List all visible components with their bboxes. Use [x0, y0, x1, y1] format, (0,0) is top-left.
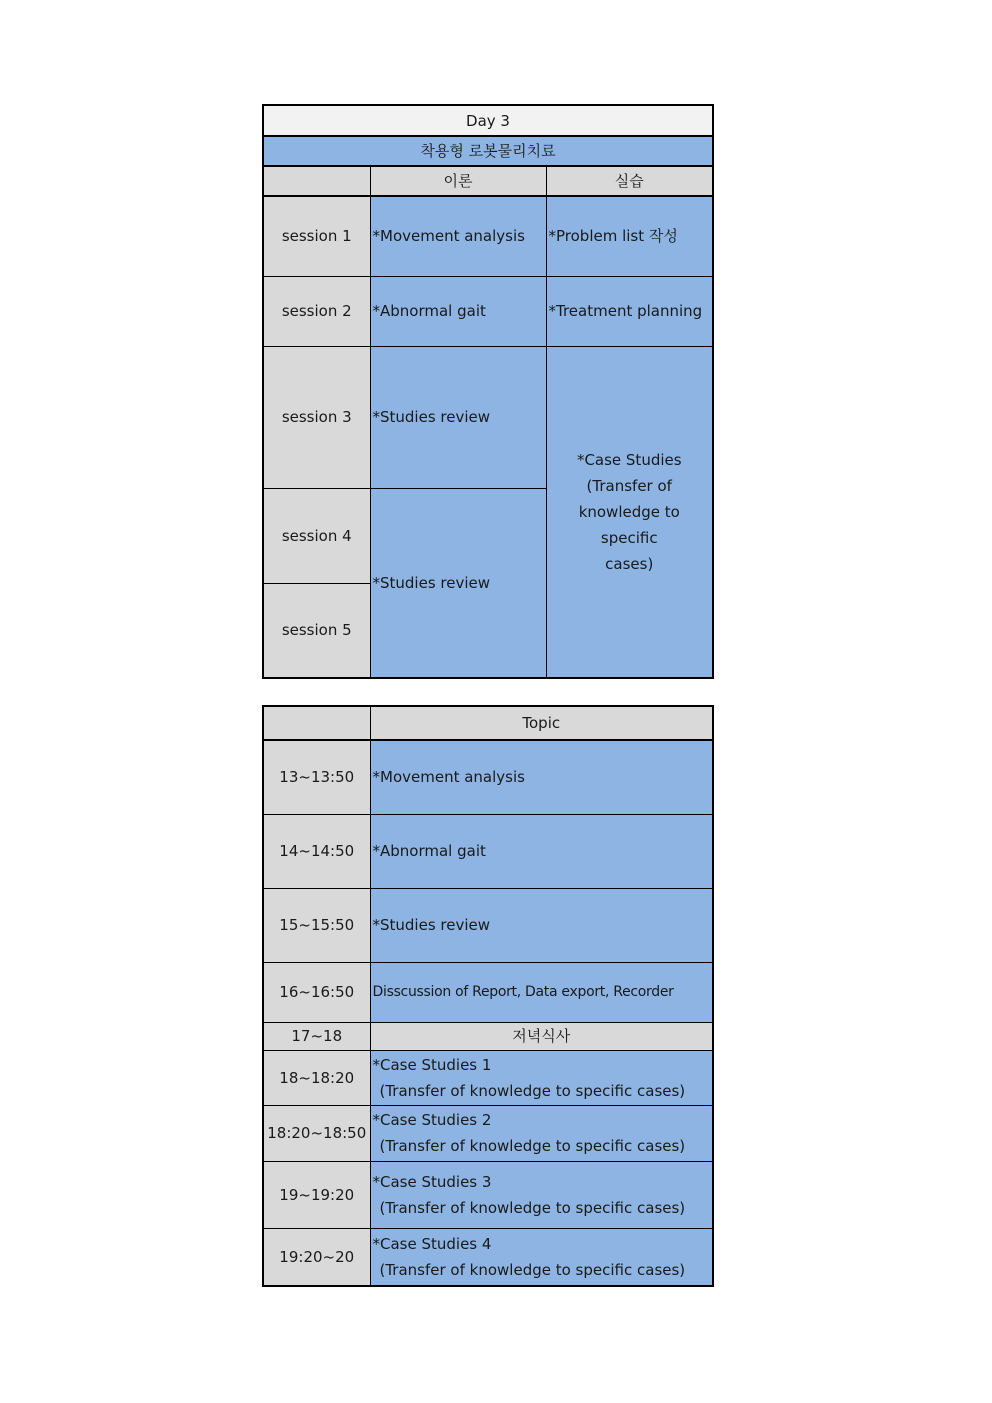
- case-title: *Case Studies 1: [372, 1055, 492, 1074]
- topic-cell: *Abnormal gait: [370, 814, 713, 888]
- header-practice: 실습: [546, 166, 713, 196]
- time-cell: 17~18: [263, 1022, 370, 1050]
- case-title: *Case Studies 4: [372, 1234, 492, 1253]
- time-cell: 13~13:50: [263, 740, 370, 814]
- topic-cell: *Studies review: [370, 888, 713, 962]
- time-cell: 18~18:20: [263, 1050, 370, 1105]
- header-theory: 이론: [370, 166, 546, 196]
- topic-cell: [370, 1050, 713, 1105]
- topic-cell: [370, 1161, 713, 1228]
- case-studies-line: *Case Studies: [576, 450, 682, 469]
- case-studies-line: cases): [605, 554, 654, 573]
- timetable: [262, 705, 714, 1287]
- topic-cell: Disscussion of Report, Data export, Recorder: [370, 962, 713, 1022]
- day3-schedule-table: [262, 104, 714, 679]
- theory-cell: *Studies review: [370, 488, 546, 678]
- session-label: session 4: [263, 488, 370, 583]
- time-cell: 14~14:50: [263, 814, 370, 888]
- case-studies-line: knowledge to specific: [578, 502, 680, 547]
- time-cell: 18:20~18:50: [263, 1105, 370, 1161]
- day-title: Day 3: [263, 105, 713, 136]
- case-title: *Case Studies 2: [372, 1111, 492, 1129]
- session-label: session 1: [263, 196, 370, 276]
- theory-cell: *Studies review: [370, 346, 546, 488]
- header-empty-cell: [263, 166, 370, 196]
- practice-cell: *Treatment planning: [546, 276, 713, 346]
- time-cell: 16~16:50: [263, 962, 370, 1022]
- case-subtitle: (Transfer of knowledge to specific cases): [379, 1137, 686, 1155]
- topic-cell: *Movement analysis: [370, 740, 713, 814]
- topic-cell: [370, 1105, 713, 1161]
- time-cell: 15~15:50: [263, 888, 370, 962]
- time-cell: 19~19:20: [263, 1161, 370, 1228]
- topic-header: Topic: [370, 706, 713, 740]
- session-label: session 5: [263, 583, 370, 678]
- theory-cell: *Movement analysis: [370, 196, 546, 276]
- time-header-empty: [263, 706, 370, 740]
- session-label: session 2: [263, 276, 370, 346]
- session-label: session 3: [263, 346, 370, 488]
- practice-cell: *Problem list 작성: [546, 196, 713, 276]
- theory-cell: *Abnormal gait: [370, 276, 546, 346]
- topic-cell: [370, 1228, 713, 1286]
- time-cell: 19:20~20: [263, 1228, 370, 1286]
- case-subtitle: (Transfer of knowledge to specific cases): [379, 1081, 686, 1100]
- course-title: 착용형 로봇물리치료: [263, 136, 713, 166]
- case-subtitle: (Transfer of knowledge to specific cases): [379, 1198, 686, 1217]
- dinner-cell: 저녁식사: [370, 1022, 713, 1050]
- case-subtitle: (Transfer of knowledge to specific cases): [379, 1260, 686, 1279]
- case-studies-line: (Transfer of: [586, 476, 672, 495]
- case-studies-cell: [546, 346, 713, 678]
- case-title: *Case Studies 3: [372, 1172, 492, 1191]
